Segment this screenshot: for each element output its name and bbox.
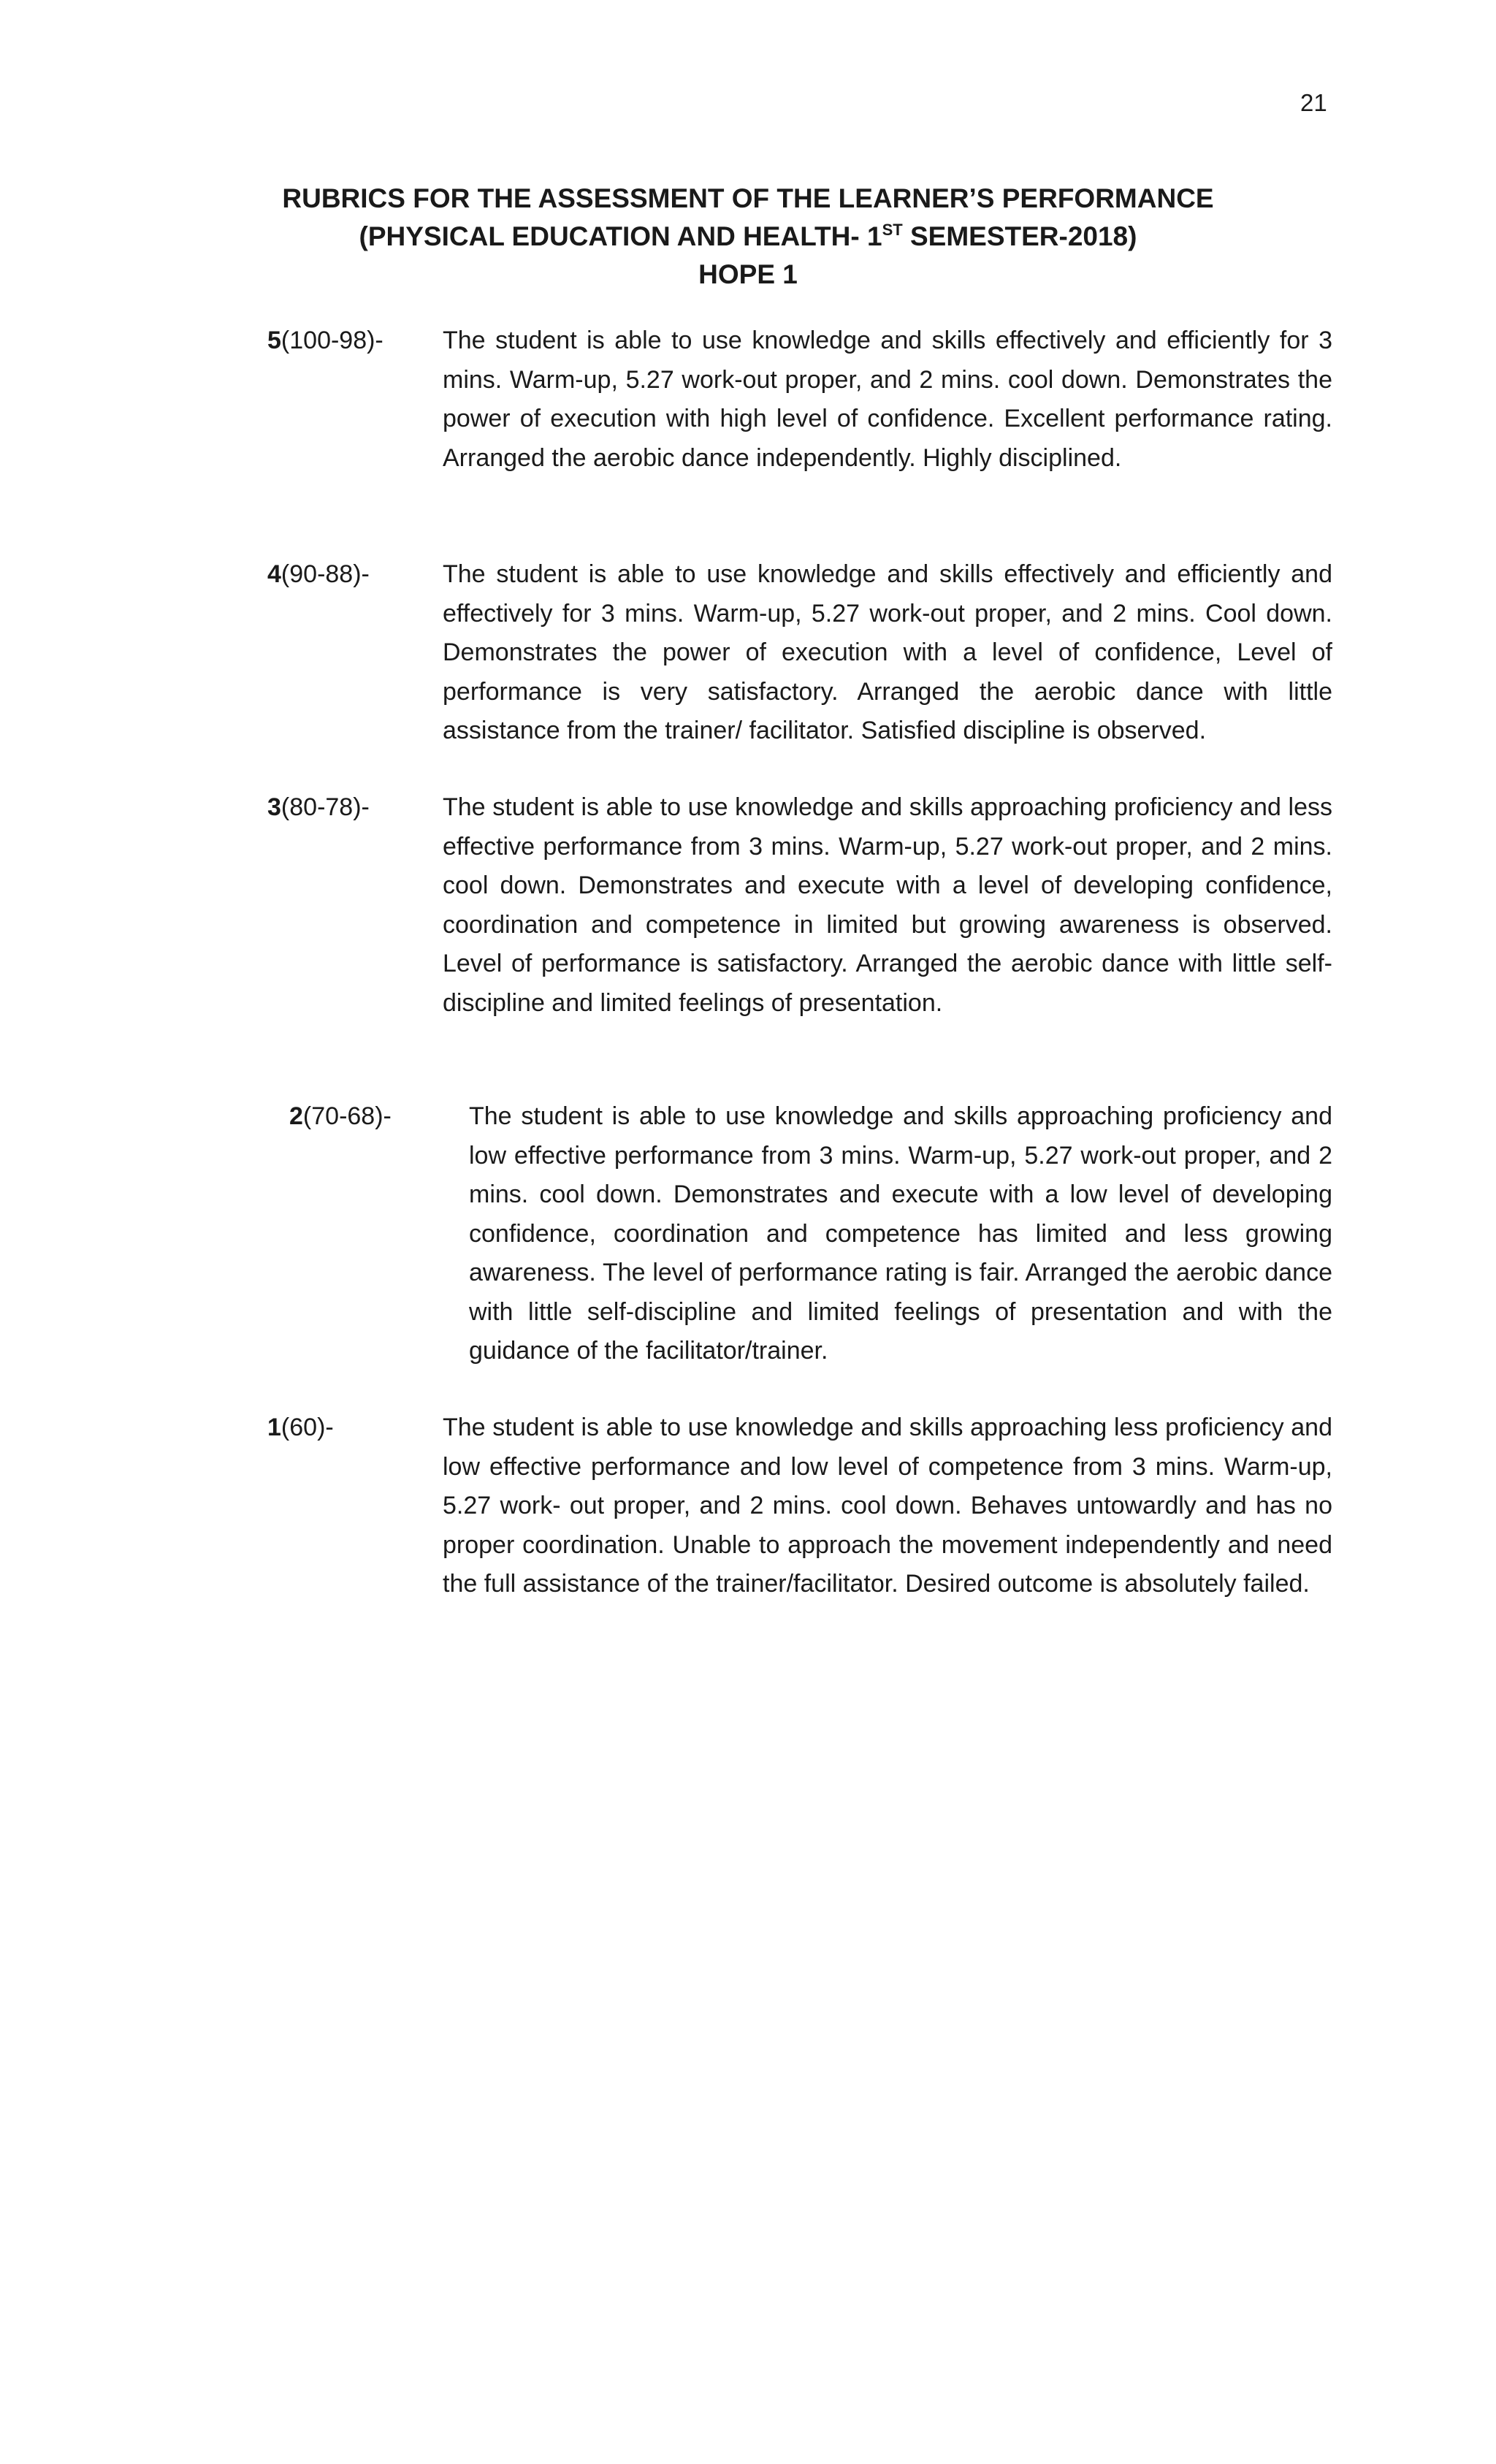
rubric-level-1 [267, 1408, 1332, 1604]
rubric-score [289, 1097, 392, 1137]
rubric-score-range: (90-88)- [280, 560, 370, 588]
page-number: 21 [1300, 89, 1327, 116]
title-line-1: RUBRICS FOR THE ASSESSMENT OF THE LEARNER’S PERFORMANCE [282, 183, 1214, 213]
rubric-level-number: 2 [289, 1102, 303, 1130]
title-line-2 [0, 218, 1496, 256]
rubric-level-5 [267, 321, 1332, 478]
rubric-description: The student is able to use knowledge and skills effectively and efficiently for 3 mins. Warm-up, 5.27 work-out proper, and 2 mins. cool down. Demonstrates the power of execution with high level of confidence. Excellent performance rating. Arranged the aerobic dance independently. Highly disciplined. [443, 327, 1332, 472]
rubric-level-number: 4 [267, 560, 281, 588]
rubric-score [267, 788, 370, 828]
title-line-2-before: (PHYSICAL EDUCATION AND HEALTH- 1 [359, 221, 882, 251]
rubric-score [267, 555, 370, 595]
rubric-score-range: (60)- [280, 1414, 334, 1441]
rubric-score-range: (100-98)- [280, 327, 383, 354]
title-line-2-superscript: ST [882, 221, 903, 239]
rubric-score-range: (70-68)- [302, 1102, 392, 1130]
rubric-level-number: 1 [267, 1414, 281, 1441]
rubric-level-number: 3 [267, 793, 281, 821]
document-title [0, 180, 1496, 294]
rubric-description: The student is able to use knowledge and skills approaching proficiency and less effective performance from 3 mins. Warm-up, 5.27 work-out proper, and 2 mins. cool down. Demonstrates and execute with a level of developing confidence, coordination and competence in limited but growing awareness is observed. Level of performance is satisfactory. Arranged the aerobic dance with little self-discipline and limited feelings of presentation. [443, 793, 1332, 1017]
rubric-level-4 [267, 555, 1332, 751]
rubric-score [267, 1408, 334, 1448]
rubric-score-range: (80-78)- [280, 793, 370, 821]
rubric-description: The student is able to use knowledge and skills approaching proficiency and low effective performance from 3 mins. Warm-up, 5.27 work-out proper, and 2 mins. cool down. Demonstrates and execute with a low level of developing confidence, coordination and competence has limited and less growing awareness. The level of performance rating is fair. Arranged the aerobic dance with little self-discipline and limited feelings of presentation and with the guidance of the facilitator/trainer. [469, 1102, 1332, 1365]
rubric-level-number: 5 [267, 327, 281, 354]
rubric-score [267, 321, 383, 361]
rubric-description: The student is able to use knowledge and skills approaching less proficiency and low effective performance and low level of competence from 3 mins. Warm-up, 5.27 work- out proper, and 2 mins. cool down. Behaves untowardly and has no proper coordination. Unable to approach the movement independently and need the full assistance of the trainer/facilitator. Desired outcome is absolutely failed. [443, 1414, 1332, 1598]
title-line-3: HOPE 1 [698, 259, 798, 289]
rubric-description: The student is able to use knowledge and skills effectively and efficiently and effectively for 3 mins. Warm-up, 5.27 work-out proper, and 2 mins. Cool down. Demonstrates the power of execution with a level of confidence, Level of performance is very satisfactory. Arranged the aerobic dance with little assistance from the trainer/ facilitator. Satisfied discipline is observed. [443, 560, 1332, 744]
rubric-level-3 [267, 788, 1332, 1023]
title-line-2-after: SEMESTER-2018) [902, 221, 1137, 251]
rubric-level-2 [289, 1097, 1332, 1371]
